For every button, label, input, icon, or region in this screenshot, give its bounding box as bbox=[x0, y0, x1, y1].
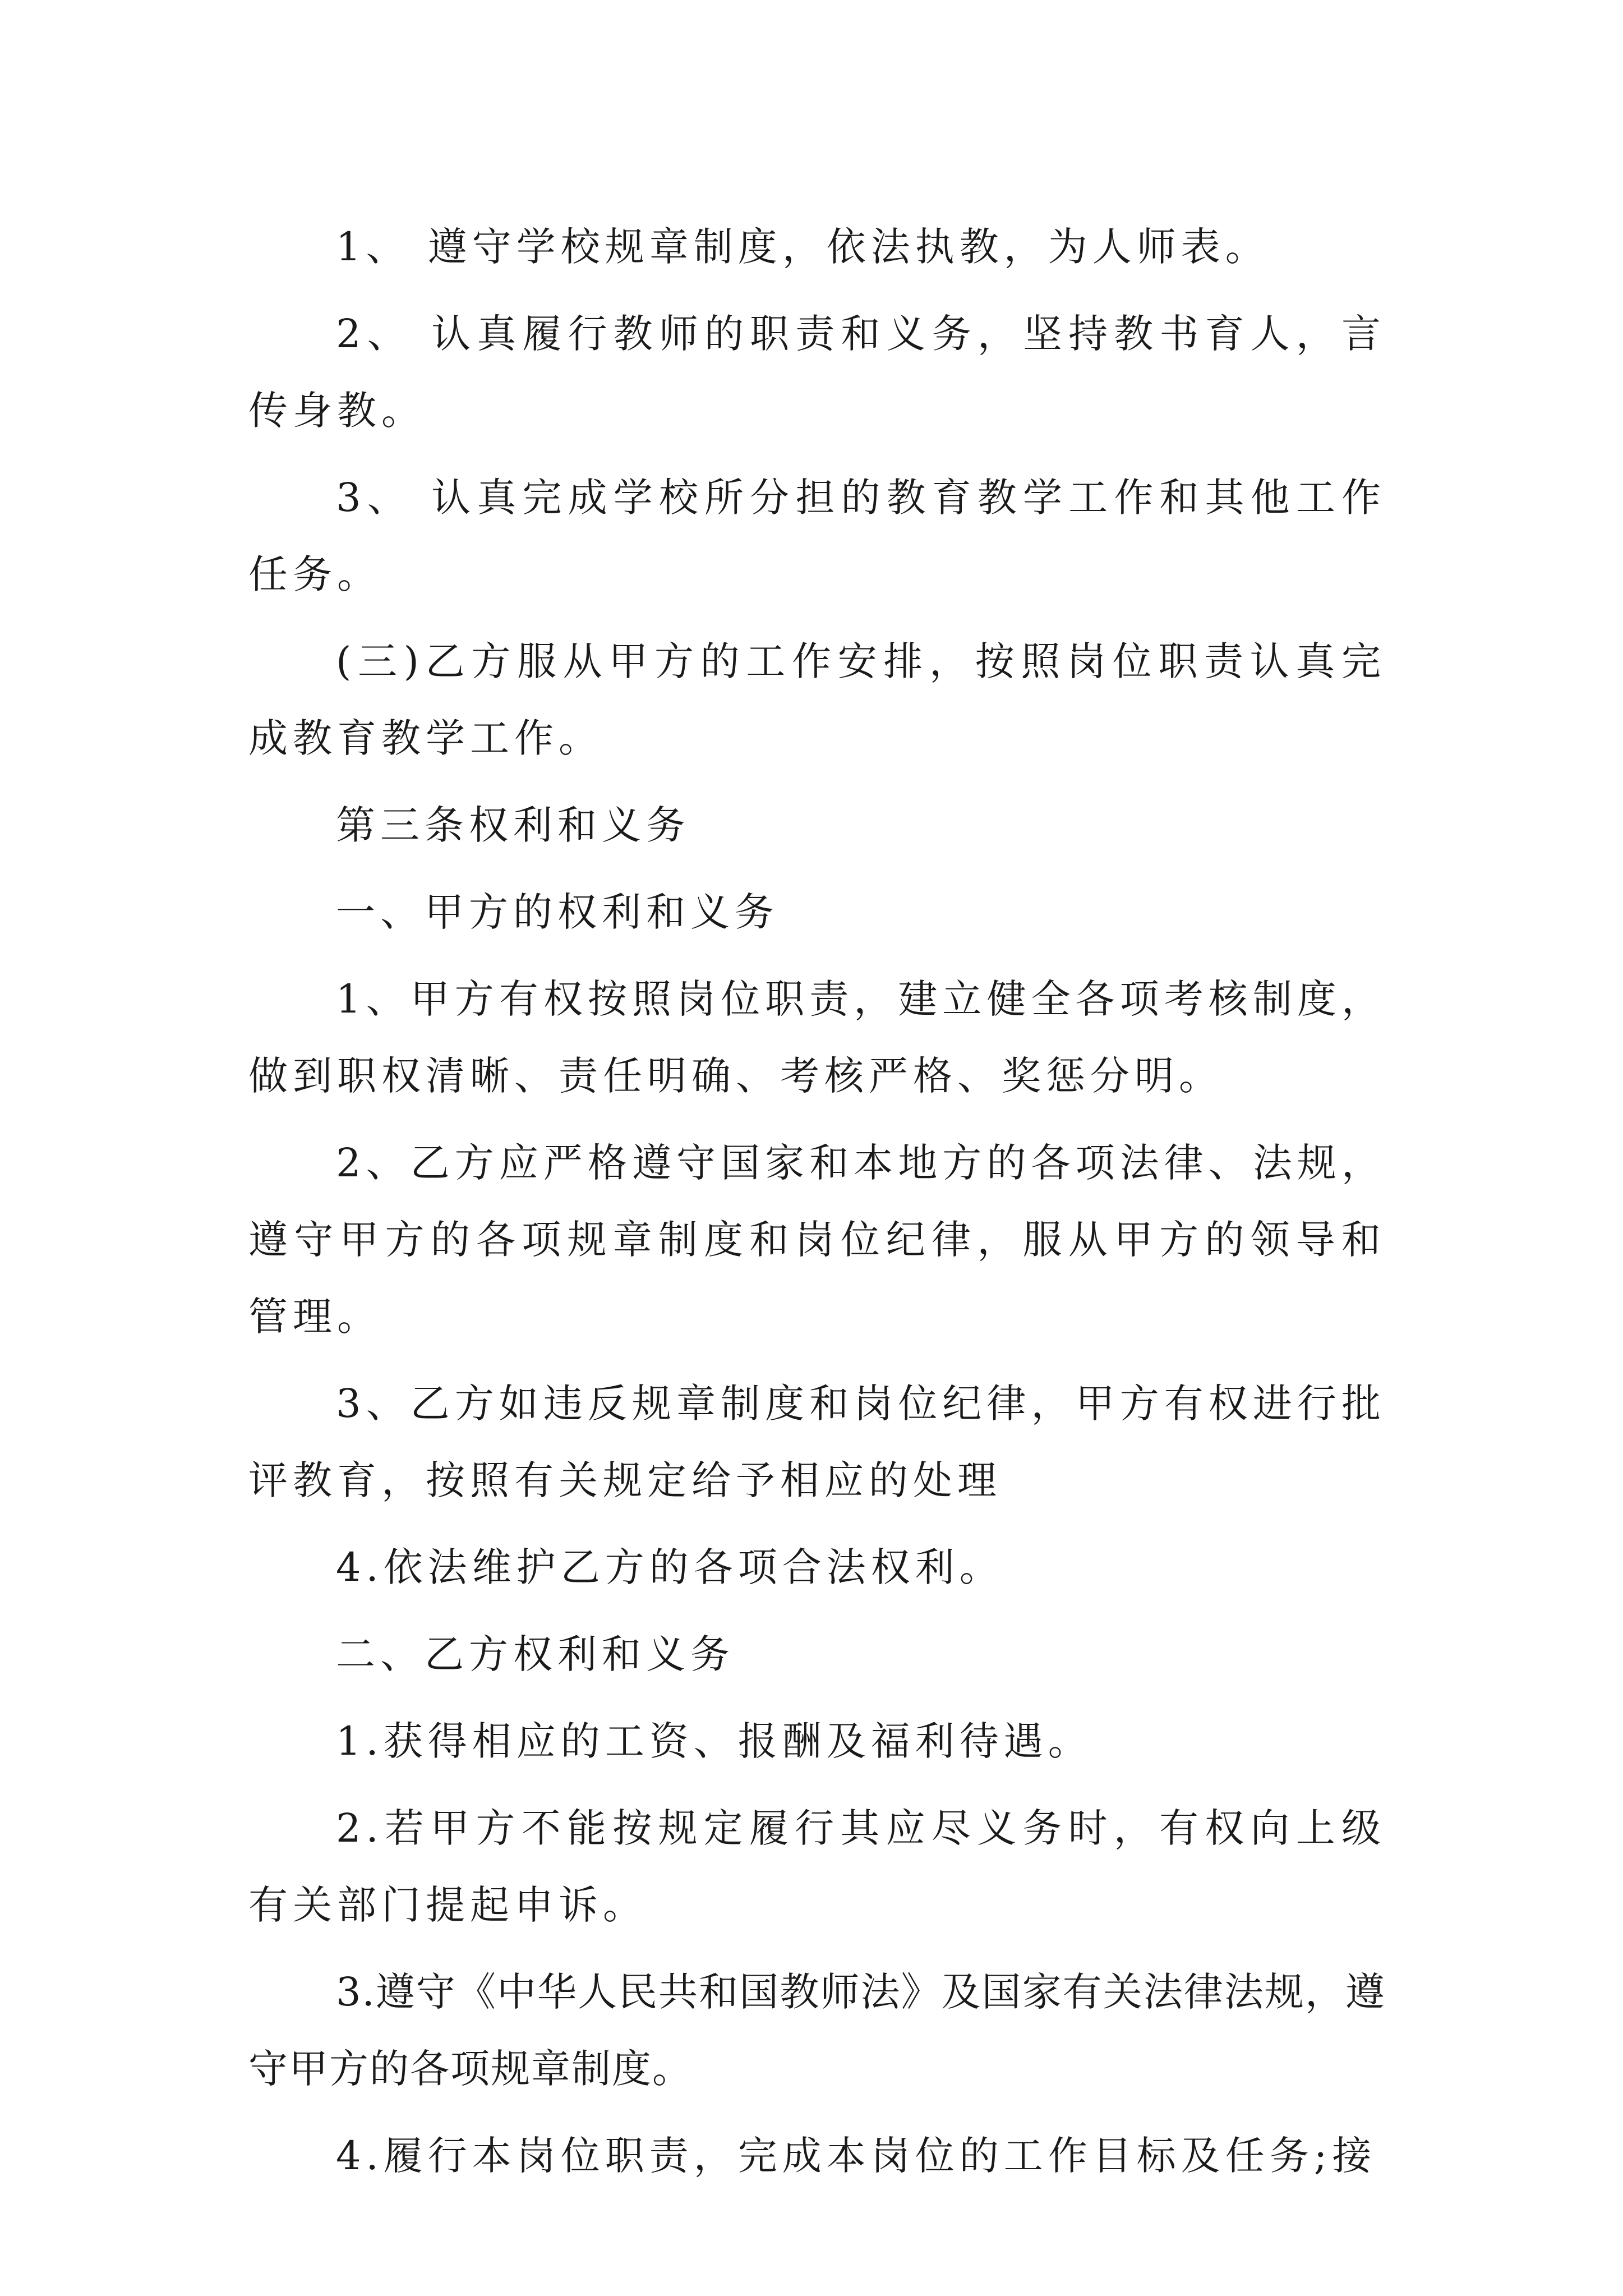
paragraph: 2、 认真履行教师的职责和义务，坚持教书育人，言传身教。 bbox=[248, 311, 1386, 434]
paragraph: (三)乙方服从甲方的工作安排，按照岗位职责认真完成教育教学工作。 bbox=[248, 638, 1386, 761]
document-body bbox=[248, 209, 1386, 2205]
paragraph: 3、乙方如违反规章制度和岗位纪律，甲方有权进行批评教育，按照有关规定给予相应的处理 bbox=[248, 1381, 1386, 1503]
paragraph: 3.遵守《中华人民共和国教师法》及国家有关法律法规，遵守甲方的各项规章制度。 bbox=[248, 1969, 1386, 2092]
paragraph: 2.若甲方不能按规定履行其应尽义务时，有权向上级有关部门提起申诉。 bbox=[248, 1805, 1386, 1928]
section-heading: 第三条权利和义务 bbox=[336, 802, 690, 848]
paragraph: 4.依法维护乙方的各项合法权利。 bbox=[336, 1544, 1004, 1590]
paragraph: 1、甲方有权按照岗位职责，建立健全各项考核制度，做到职权清晰、责任明确、考核严格、奖惩分明。 bbox=[248, 976, 1386, 1099]
paragraph: 2、乙方应严格遵守国家和本地方的各项法律、法规，遵守甲方的各项规章制度和岗位纪律，服从甲方的领导和管理。 bbox=[248, 1140, 1386, 1340]
subsection-heading: 一、甲方的权利和义务 bbox=[336, 889, 779, 935]
paragraph: 3、 认真完成学校所分担的教育教学工作和其他工作任务。 bbox=[248, 475, 1386, 597]
paragraph: 1.获得相应的工资、报酬及福利待遇。 bbox=[336, 1718, 1092, 1764]
paragraph: 4.履行本岗位职责，完成本岗位的工作目标及任务;接 bbox=[336, 2133, 1377, 2179]
paragraph: 1、 遵守学校规章制度，依法执教，为人师表。 bbox=[336, 224, 1270, 270]
subsection-heading: 二、乙方权利和义务 bbox=[336, 1631, 735, 1677]
